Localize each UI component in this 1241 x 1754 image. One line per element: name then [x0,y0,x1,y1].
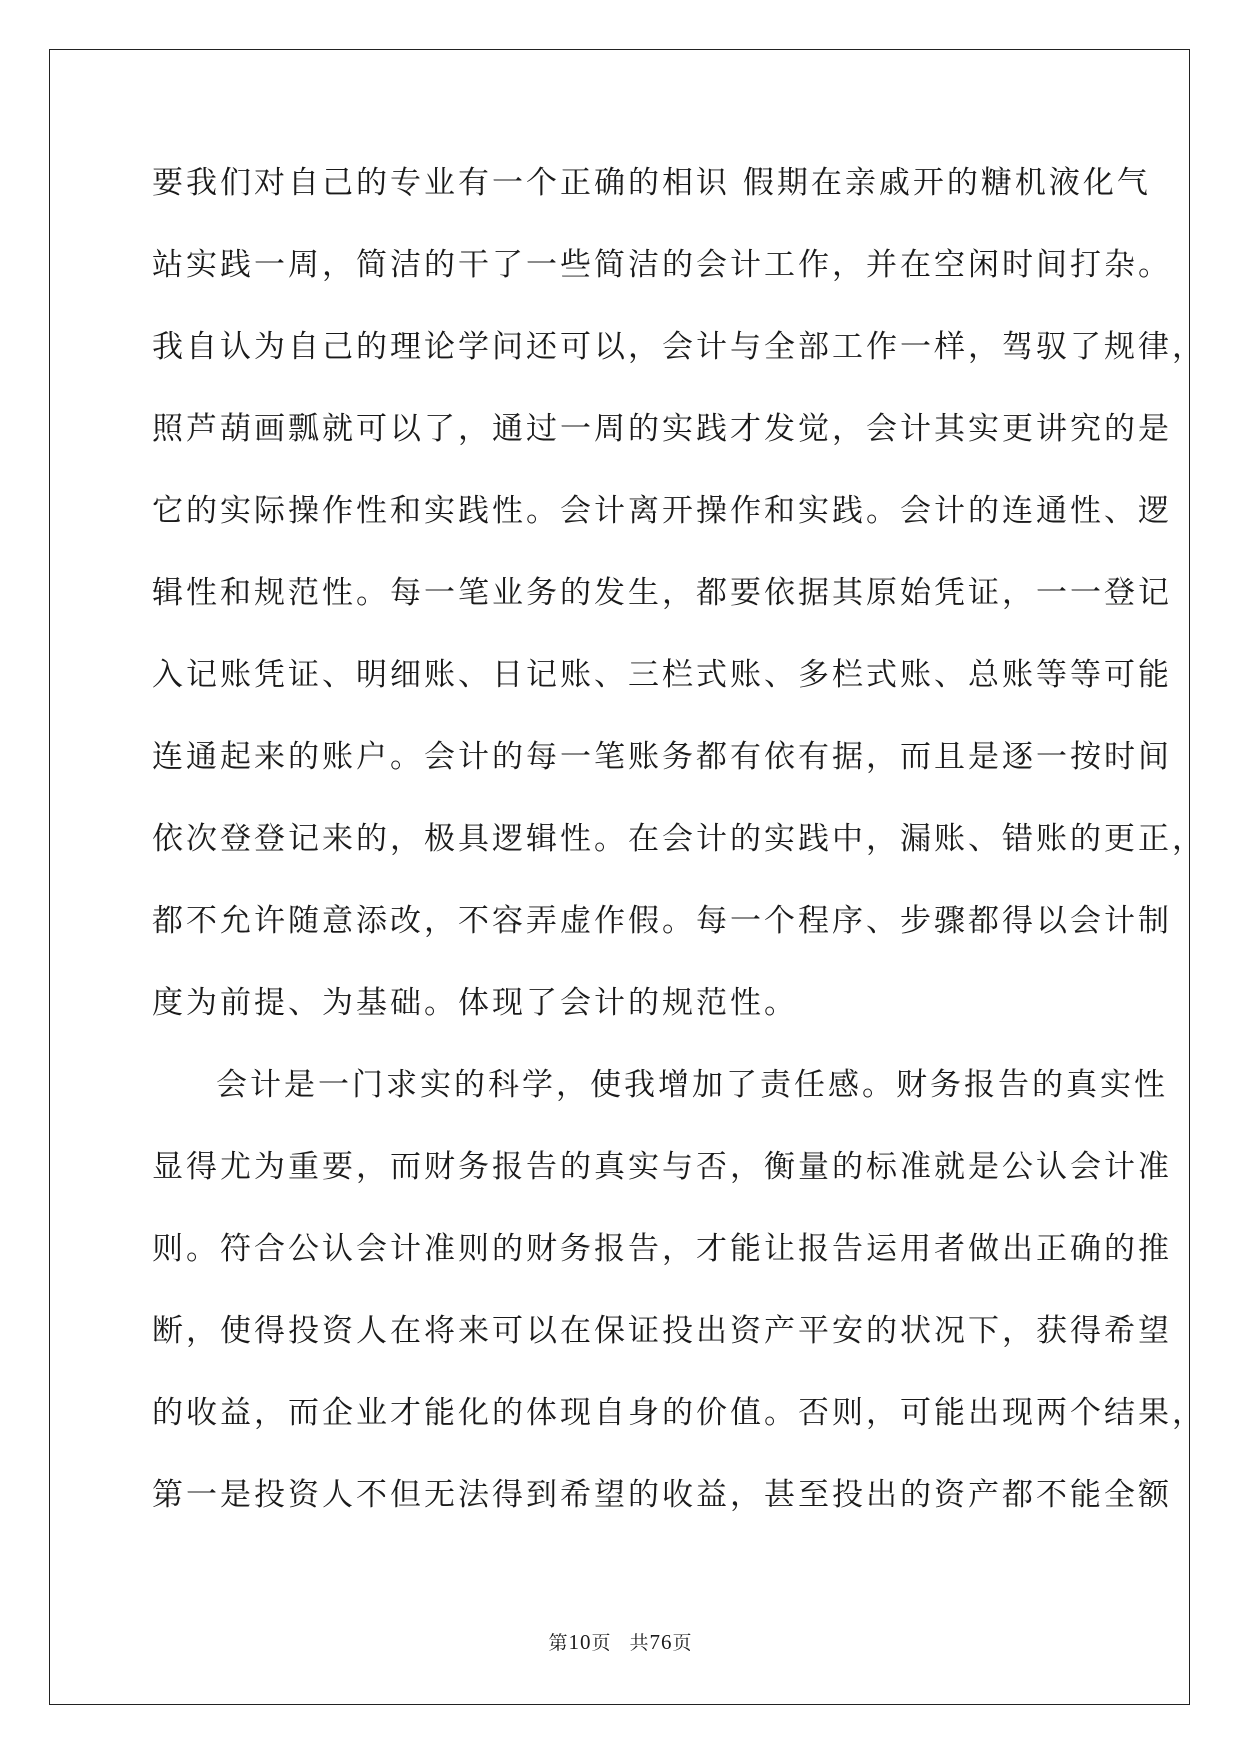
total-prefix: 共 [629,1632,650,1654]
total-suffix: 页 [672,1632,693,1654]
text-line: 显得尤为重要，而财务报告的真实与否，衡量的标准就是公认会计准 [152,1149,1172,1185]
text-line: 度为前提、为基础。体现了会计的规范性。 [152,985,798,1021]
text-line: 站实践一周，简洁的干了一些简洁的会计工作，并在空闲时间打杂。 [152,247,1172,283]
text-line: 照芦葫画瓢就可以了，通过一周的实践才发觉，会计其实更讲究的是 [152,411,1172,447]
paragraph-first-line: 会计是一门求实的科学，使我增加了责任感。财务报告的真实性 [216,1067,1168,1103]
page-number: 10 [568,1630,592,1654]
document-body [152,163,1206,1557]
text-line: 入记账凭证、明细账、日记账、三栏式账、多栏式账、总账等等可能 [152,657,1172,693]
page-prefix: 第 [548,1632,569,1654]
text-line: 我自认为自己的理论学问还可以，会计与全部工作一样，驾驭了规律， [152,329,1206,365]
text-line: 它的实际操作性和实践性。会计离开操作和实践。会计的连通性、逻 [152,493,1172,529]
total-pages: 76 [649,1630,673,1654]
text-line: 断，使得投资人在将来可以在保证投出资产平安的状况下，获得希望 [152,1313,1172,1349]
text-line: 则。符合公认会计准则的财务报告，才能让报告运用者做出正确的推 [152,1231,1172,1267]
text-line: 辑性和规范性。每一笔业务的发生，都要依据其原始凭证，一一登记 [152,575,1172,611]
text-line: 依次登登记来的，极具逻辑性。在会计的实践中，漏账、错账的更正， [152,821,1206,857]
text-line: 第一是投资人不但无法得到希望的收益，甚至投出的资产都不能全额 [152,1477,1172,1513]
text-line: 的收益，而企业才能化的体现自身的价值。否则，可能出现两个结果， [152,1395,1206,1431]
text-line: 连通起来的账户。会计的每一笔账务都有依有据，而且是逐一按时间 [152,739,1172,775]
text-line: 都不允许随意添改，不容弄虚作假。每一个程序、步骤都得以会计制 [152,903,1172,939]
text-line: 要我们对自己的专业有一个正确的相识 假期在亲戚开的糖机液化气 [152,165,1151,201]
page-footer [0,1628,1241,1655]
page-suffix: 页 [591,1632,612,1654]
